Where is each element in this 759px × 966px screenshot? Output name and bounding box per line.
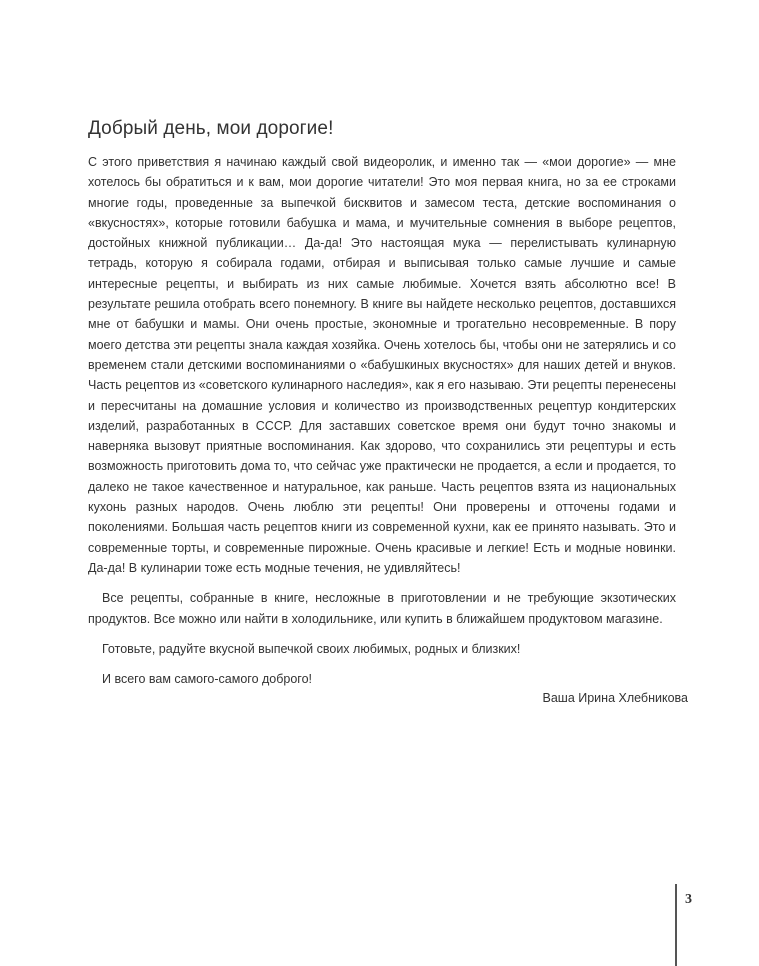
paragraph-4: И всего вам самого-самого доброго! <box>102 672 313 687</box>
paragraph-1: С этого приветствия я начинаю каждый свой видеоролик, и именно так — «мои дорогие» — мне хотелось бы обратиться и к вам, мои дорогие читатели! Это моя первая книга, но за ее строками многие годы, проведенные за выпечкой бисквитов и замесом теста, детские воспоминания о «вкусностях», которые готовили бабушка и мама, и мучительные сомнения в выборе рецептов, достойных книжной публикации… Да-да! Это настоящая мука — перелистывать кулинарную тетрадь, которую я собирала годами, отбирая и выписывая только самые лучшие и самые интересные рецепты, и выбирать из них самые любимые. Хочется взять абсолютно все! В результате решила отобрать всего понемногу. В книге вы найдете несколько рецептов, доставшихся мне от бабушки и мамы. Они очень простые, экономные и трогательно несовременные. В пору моего детства эти рецепты знала каждая хозяйка. Очень хотелось бы, чтобы они не затерялись и со временем стали детскими воспоминаниями о «бабушкиных вкусностях» для наших детей и внуков. Часть рецептов из «советского кулинарного наследия», как я его называю. Эти рецепты перенесены и пересчитаны на домашние условия и количество из производственных рецептур кондитерских изделий, разработанных в СССР. Для заставших советское время они будут точно знакомы и наверняка вызовут приятные воспоминания. Как здорово, что сохранились эти рецептуры и есть возможность приготовить дома то, что сейчас уже практически не продается, а если и продается, то далеко не такое качественное и натуральное, как раньше. Часть рецептов взята из национальных кухонь разных народов. Очень люблю эти рецепты! Они проверены и отточены годами и поколениями. Большая часть рецептов книги из современной кухни, как ее принято называть. Это и современные торты, и современные пирожные. Очень красивые и легкие! Есть и модные новинки. Да-да! В кулинарии тоже есть модные течения, не удивляйтесь! <box>88 155 676 575</box>
paragraph-2: Все рецепты, собранные в книге, несложные в приготовлении и не требующие экзотических продуктов. Все можно или найти в холодильнике, или купить в ближайшем продуктовом магазине. <box>88 591 676 626</box>
page-heading: Добрый день, мои дорогие! <box>88 118 334 139</box>
page-number-rule <box>675 884 677 966</box>
paragraph-3: Готовьте, радуйте вкусной выпечкой своих любимых, родных и близких! <box>102 641 521 656</box>
body-text <box>88 152 676 689</box>
page-number: 3 <box>685 892 692 907</box>
signature: Ваша Ирина Хлебникова <box>542 691 688 705</box>
